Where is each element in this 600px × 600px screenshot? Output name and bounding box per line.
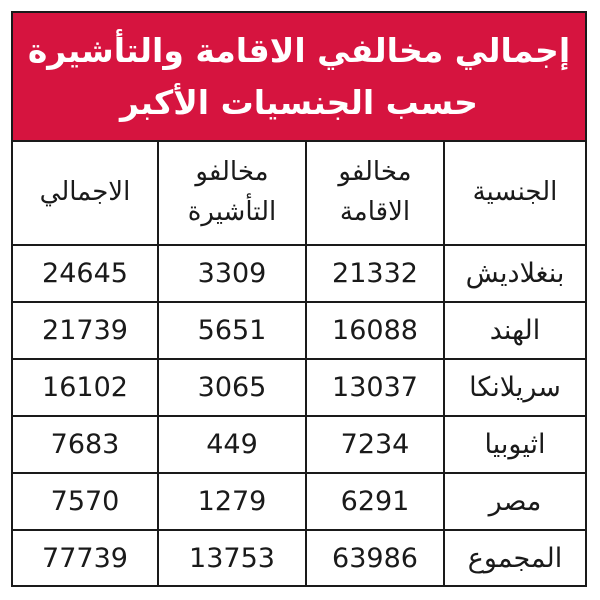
cell-residency: 21332 — [306, 245, 444, 302]
cell-residency: 16088 — [306, 302, 444, 359]
cell-total: 16102 — [13, 359, 158, 416]
table-header-row — [13, 140, 585, 245]
title-line-1: إجمالي مخالفي الاقامة والتأشيرة — [27, 31, 571, 70]
header-residency-violators — [306, 140, 444, 245]
header-total — [13, 140, 158, 245]
cell-residency: 7234 — [306, 416, 444, 473]
violators-table — [13, 140, 585, 586]
table-totals-row — [13, 530, 585, 586]
cell-visa: 5651 — [158, 302, 306, 359]
table-row — [13, 302, 585, 359]
cell-total: 24645 — [13, 245, 158, 302]
header-visa-violators — [158, 140, 306, 245]
cell-total: 7683 — [13, 416, 158, 473]
header-nationality — [444, 140, 585, 245]
cell-nationality: اثيوبيا — [444, 416, 585, 473]
table-row — [13, 416, 585, 473]
cell-nationality: المجموع — [444, 530, 585, 586]
cell-nationality: مصر — [444, 473, 585, 530]
header-visa-line-2: التأشيرة — [187, 197, 277, 227]
header-residency-line-2: الاقامة — [339, 197, 411, 227]
table-row — [13, 245, 585, 302]
header-residency-line-1: مخالفو — [338, 157, 412, 187]
cell-residency: 6291 — [306, 473, 444, 530]
cell-visa: 3065 — [158, 359, 306, 416]
cell-total: 7570 — [13, 473, 158, 530]
cell-visa: 1279 — [158, 473, 306, 530]
cell-residency: 13037 — [306, 359, 444, 416]
cell-total: 77739 — [13, 530, 158, 586]
header-total-label: الاجمالي — [39, 177, 131, 207]
header-nationality-label: الجنسية — [472, 177, 558, 207]
title-line-2: حسب الجنسيات الأكبر — [120, 83, 478, 122]
cell-visa: 3309 — [158, 245, 306, 302]
table-row — [13, 473, 585, 530]
title-banner — [13, 13, 585, 142]
cell-visa: 449 — [158, 416, 306, 473]
cell-residency: 63986 — [306, 530, 444, 586]
header-visa-line-1: مخالفو — [195, 157, 269, 187]
cell-visa: 13753 — [158, 530, 306, 586]
cell-nationality: الهند — [444, 302, 585, 359]
cell-total: 21739 — [13, 302, 158, 359]
cell-nationality: سريلانكا — [444, 359, 585, 416]
cell-nationality: بنغلاديش — [444, 245, 585, 302]
infographic-table-frame — [11, 11, 587, 587]
table-row — [13, 359, 585, 416]
